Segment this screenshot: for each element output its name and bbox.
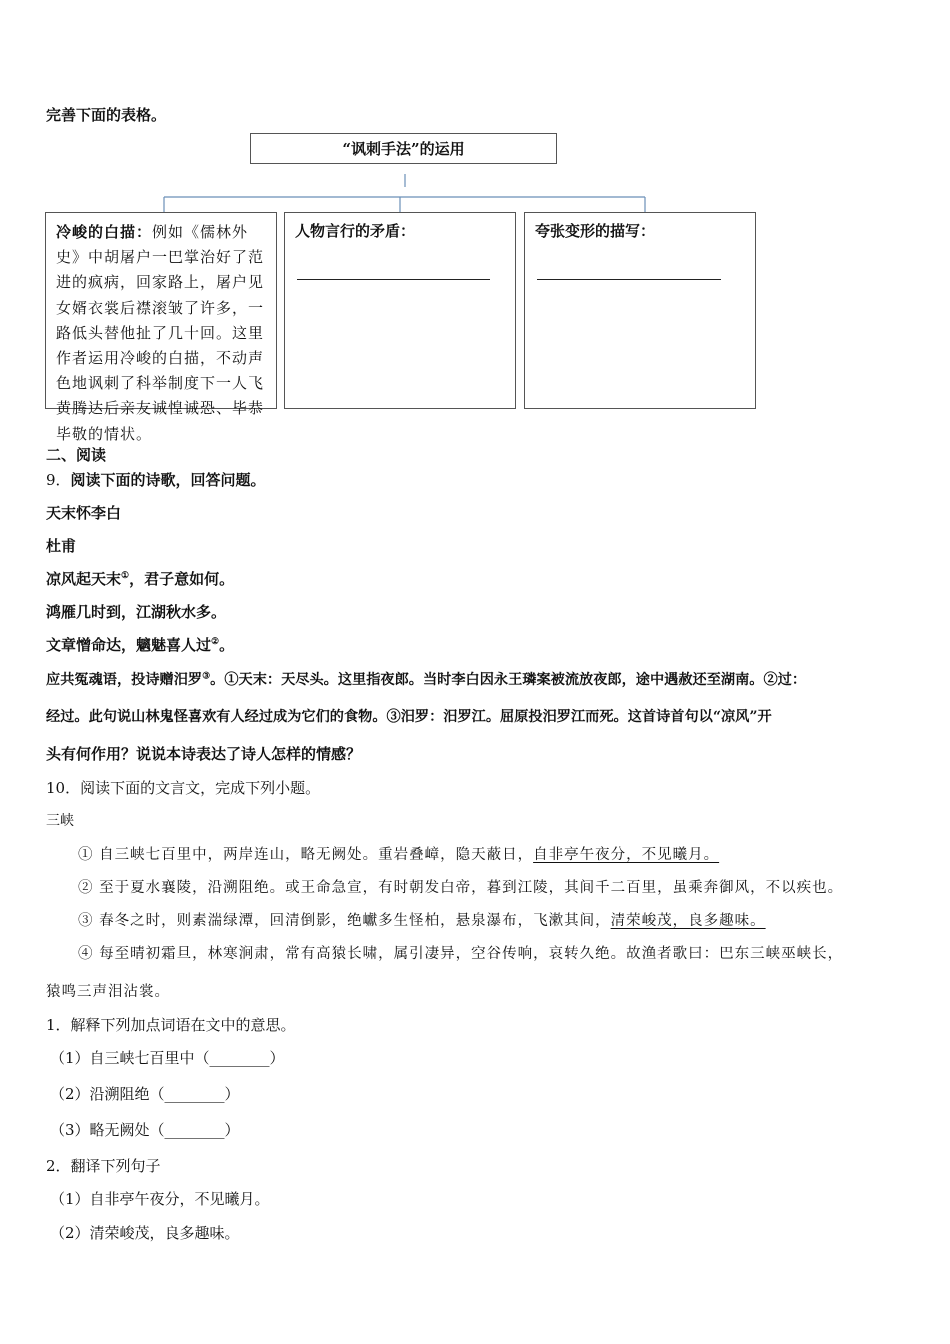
poem-line-1-b: ，君子意如何。 [129, 570, 235, 588]
diagram-card-3 [524, 212, 756, 409]
passage-paragraph-1 [78, 843, 719, 864]
subquestion-2-item-2: （2）清荣峻茂，良多趣味。 [50, 1224, 240, 1242]
passage-paragraph-4b: 猿鸣三声泪沾裳。 [46, 984, 170, 1000]
note-marker-3: ③ [202, 671, 211, 682]
q10-prompt: 阅读下面的文言文，完成下列小题。 [80, 779, 321, 797]
subquestion-1-item-3: （3）略无阙处（________） [50, 1121, 240, 1139]
passage-title: 三峡 [46, 813, 74, 829]
poem-line-3-a: 文章憎命达，魑魅喜人过 [46, 636, 212, 654]
card-2-label: 人物言行的矛盾： [295, 222, 416, 240]
passage-paragraph-4a: ④ 每至晴初霜旦，林寒涧肃，常有高猿长啸，属引凄异，空谷传响，哀转久绝。故渔者歌曰：巴东三峡巫峡长， [78, 946, 844, 962]
section-heading: 二、阅读 [46, 446, 107, 464]
poem-line-3-b: 。 [219, 636, 235, 654]
diagram-card-2 [284, 212, 516, 409]
subquestion-2-item-1: （1）自非亭午夜分，不见曦月。 [50, 1190, 270, 1208]
q10-number: 10． [46, 779, 81, 797]
poem-line-4 [46, 669, 806, 689]
card-3-label: 夸张变形的描写： [535, 222, 656, 240]
q9-number: 9． [46, 471, 71, 489]
card-1-body: 例如《儒林外史》中胡屠户一巴掌治好了范进的疯病，回家路上，屠户见女婿衣裳后襟滚皱了许多，一路低头替他扯了几十回。这里作者运用冷峻的白描，不动声色地讽刺了科举制度下一人飞黄腾达后亲友诚惶诚恐、毕恭毕敬的情状。 [56, 223, 265, 443]
subquestion-2: 2．翻译下列句子 [46, 1157, 161, 1175]
passage-paragraph-2: ② 至于夏水襄陵，沿溯阻绝。或王命急宣，有时朝发白帝，暮到江陵，其间千二百里，虽乘奔御风，不以疾也。 [78, 880, 844, 896]
q9-note-continued: 经过。此句说山林鬼怪喜欢有人经过成为它们的食物。③汨罗：汨罗江。屈原投汨罗江而死。这首诗首句以“凉风”开 [46, 709, 772, 725]
card-2-answer-line[interactable] [297, 279, 490, 280]
p3-underlined: 清荣峻茂，良多趣味。 [610, 913, 766, 929]
poem-line-4-b: 。①天末：天尽头。这里指夜郎。当时李白因永王璘案被流放夜郎，途中遇赦还至湖南。②过： [210, 672, 807, 688]
p1-text: ① 自三峡七百里中，两岸连山，略无阙处。重岩叠嶂，隐天蔽日， [78, 847, 534, 863]
diagram-card-1 [45, 212, 277, 443]
card-1-label: 冷峻的白描： [56, 223, 153, 241]
q9-prompt-line [46, 469, 266, 490]
diagram-root-label: “讽刺手法”的运用 [342, 140, 465, 158]
subquestion-1: 1．解释下列加点词语在文中的意思。 [46, 1016, 296, 1034]
q9-prompt: 阅读下面的诗歌，回答问题。 [70, 471, 266, 489]
poem-author: 杜甫 [46, 537, 77, 555]
poem-line-1 [46, 568, 234, 589]
q9-question: 头有何作用？说说本诗表达了诗人怎样的情感？ [46, 745, 362, 763]
p1-underlined: 自非亭午夜分，不见曦月。 [533, 847, 720, 863]
subquestion-1-item-2: （2）沿溯阻绝（________） [50, 1085, 240, 1103]
note-marker-1: ① [121, 571, 130, 581]
q10-prompt-line [46, 777, 320, 798]
p3-text: ③ 春冬之时，则素湍绿潭，回清倒影，绝巘多生怪柏，悬泉瀑布，飞漱其间， [78, 913, 611, 929]
poem-line-2: 鸿雁几时到，江湖秋水多。 [46, 603, 227, 621]
card-3-answer-line[interactable] [537, 279, 721, 280]
poem-line-1-a: 凉风起天末 [46, 570, 122, 588]
poem-line-4-a: 应共冤魂语，投诗赠汨罗 [46, 672, 203, 688]
card-1-content [56, 220, 266, 447]
passage-paragraph-3 [78, 909, 766, 930]
intro-text: 完善下面的表格。 [46, 106, 167, 124]
poem-title: 天末怀李白 [46, 504, 122, 522]
diagram-connector [0, 0, 950, 220]
note-marker-2: ② [211, 637, 220, 647]
subquestion-1-item-1: （1）自三峡七百里中（________） [50, 1049, 285, 1067]
poem-line-3 [46, 634, 234, 655]
